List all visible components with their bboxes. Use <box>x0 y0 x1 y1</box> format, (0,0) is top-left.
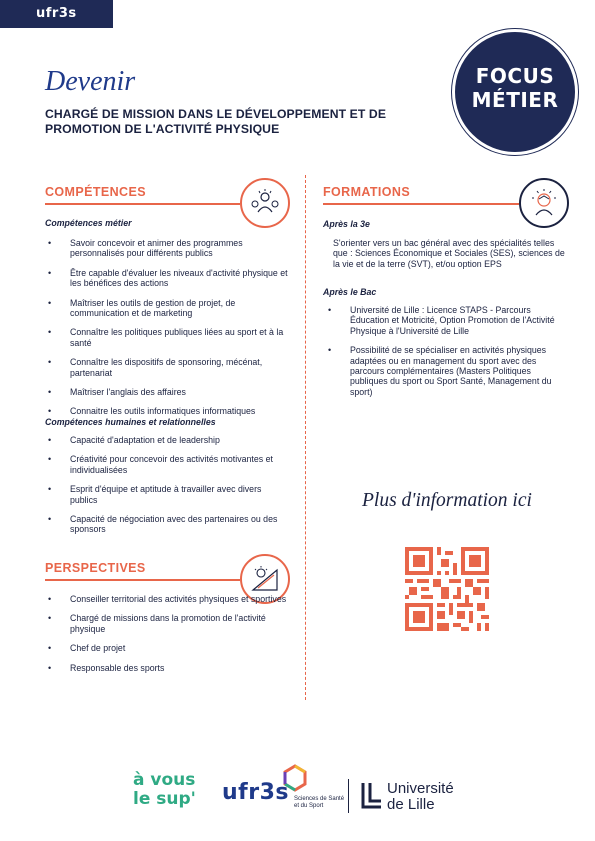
list-item: • Maîtriser l'anglais des affaires <box>45 387 290 397</box>
formations-underline <box>323 203 519 205</box>
list-item: • Être capable d'évaluer les niveaux d'activité physique et les bénéfices des actions <box>45 268 290 289</box>
competences-humaines-title: Compétences humaines et relationnelles <box>45 417 216 427</box>
ufr3s-emblem-icon <box>282 764 308 792</box>
skills-icon <box>250 188 280 218</box>
list-item: • Chef de projet <box>45 643 290 653</box>
ufr3s-logo: ufr3s <box>222 780 289 805</box>
perspectives-title: PERSPECTIVES <box>45 561 146 575</box>
list-item: • Responsable des sports <box>45 663 290 673</box>
footer-separator <box>348 779 349 813</box>
avous-line1: à vous <box>133 770 196 790</box>
list-item: • Connaitre les outils informatiques informatiques <box>45 406 290 416</box>
list-item: • Chargé de missions dans la promotion de l'activité physique <box>45 613 290 634</box>
competences-humaines-list <box>45 435 290 535</box>
list-item: • Créativité pour concevoir des activités motivantes et individualisées <box>45 454 290 475</box>
after-bac-list <box>325 305 567 397</box>
after-3e-text: S'orienter vers un bac général avec des spécialités telles que : Sciences Économique et Sociales (SES), sciences de la vie et de la terre (SVT), et/ou option EPS <box>333 238 565 269</box>
competences-underline <box>45 203 240 205</box>
ul-line2: de Lille <box>387 796 435 813</box>
competences-title: COMPÉTENCES <box>45 185 146 199</box>
universite-lille-logo <box>387 781 454 813</box>
competences-icon-circle <box>240 178 290 228</box>
universite-lille-emblem-icon <box>360 781 384 811</box>
formations-icon-circle <box>519 178 569 228</box>
list-item: • Savoir concevoir et animer des programmes personnalisés pour différents publics <box>45 238 290 259</box>
list-item: • Maîtriser les outils de gestion de projet, de communication et de marketing <box>45 298 290 319</box>
perspectives-list <box>45 594 290 673</box>
avous-line2: le sup' <box>133 789 196 809</box>
ul-line1: Université <box>387 780 454 797</box>
qr-code[interactable] <box>405 547 489 631</box>
after-bac-title: Après le Bac <box>323 287 377 297</box>
list-item: • Possibilité de se spécialiser en activités physiques adaptées ou en management du sport avec des parcours complémentaires (Masters Politiques publiques du sport ou Sport Santé, Management du sport) <box>325 345 567 397</box>
after-3e-title: Après la 3e <box>323 219 370 229</box>
growth-icon <box>250 564 280 594</box>
list-item: • Capacité d'adaptation et de leadership <box>45 435 290 445</box>
list-item: • Capacité de négociation avec des partenaires ou des sponsors <box>45 514 290 535</box>
brand-tab: ufr3s <box>0 0 113 28</box>
column-divider <box>305 175 306 700</box>
list-item: • Conseiller territorial des activités physiques et sportives <box>45 594 290 604</box>
perspectives-underline <box>45 579 240 581</box>
list-item: • Université de Lille : Licence STAPS - Parcours Éducation et Motricité, Option Promotion de l'Activité Physique à l'Université de Lille <box>325 305 567 336</box>
competences-metier-list <box>45 238 290 417</box>
list-item: • Esprit d'équipe et aptitude à travailler avec divers publics <box>45 484 290 505</box>
focus-line2: MÉTIER <box>471 88 559 112</box>
focus-line1: FOCUS <box>475 64 555 88</box>
competences-metier-title: Compétences métier <box>45 218 132 228</box>
graduate-icon <box>529 188 559 218</box>
focus-metier-badge <box>452 29 578 155</box>
list-item: • Connaître les politiques publiques liées au sport et à la santé <box>45 327 290 348</box>
list-item: • Connaître les dispositifs de sponsoring, mécénat, partenariat <box>45 357 290 378</box>
sciences-sante-sport-label <box>294 796 344 810</box>
more-info-link[interactable]: Plus d'information ici <box>362 490 532 511</box>
ss-line2: et du Sport <box>294 803 324 809</box>
job-title: CHARGÉ DE MISSION DANS LE DÉVELOPPEMENT ET DE PROMOTION DE L'ACTIVITÉ PHYSIQUE <box>45 107 387 136</box>
formations-title: FORMATIONS <box>323 185 411 199</box>
devenir-heading: Devenir <box>45 66 136 97</box>
a-vous-le-sup-logo <box>133 771 196 809</box>
ss-line1: Sciences de Santé <box>294 796 345 802</box>
